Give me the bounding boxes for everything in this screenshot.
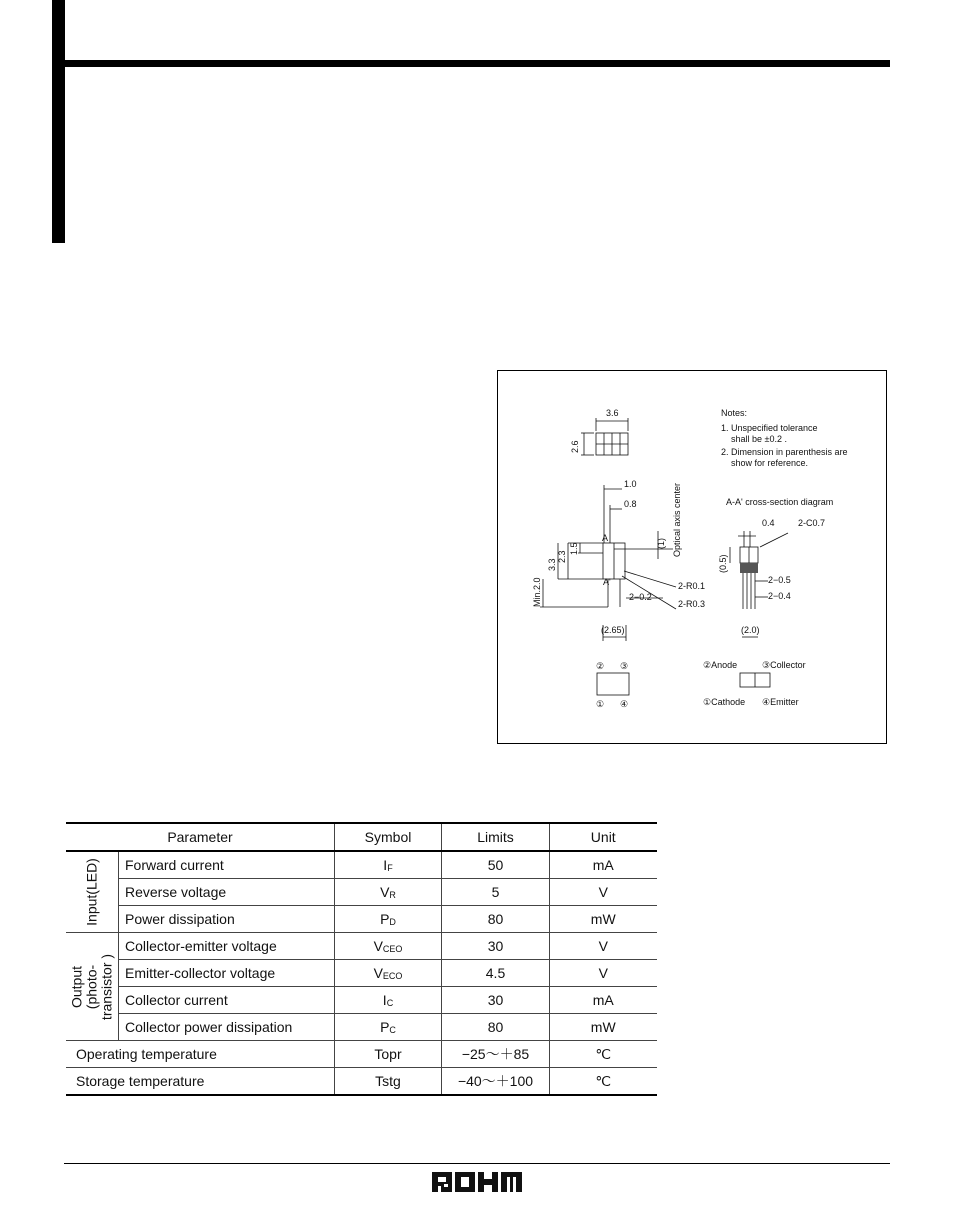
group-input-label: Input(LED) bbox=[83, 858, 100, 926]
table-row bbox=[66, 933, 657, 960]
dim-c0-7: 2-C0.7 bbox=[798, 518, 826, 528]
ratings-table bbox=[66, 822, 657, 1096]
symbol-cell: $V_R$ bbox=[335, 879, 442, 906]
table-row bbox=[66, 960, 657, 987]
dim-3-3: 3.3 bbox=[547, 558, 557, 571]
unit-cell: mA bbox=[550, 851, 657, 879]
unit-cell: V bbox=[550, 960, 657, 987]
dim-2-0-paren: (2.0) bbox=[741, 625, 760, 635]
limit-cell: 80 bbox=[442, 1014, 550, 1041]
dim-r0-1: 2-R0.1 bbox=[678, 581, 706, 591]
pin-legend-cathode: ①Cathode bbox=[703, 697, 746, 707]
package-outline-drawing bbox=[498, 371, 888, 745]
dim-2-0-4: 2−0.4 bbox=[768, 591, 791, 601]
limit-cell: 30 bbox=[442, 933, 550, 960]
dim-2-6: 2.6 bbox=[570, 440, 580, 453]
header-unit: Unit bbox=[550, 823, 657, 851]
section-mark-a-prime: A' bbox=[603, 577, 611, 587]
param-cell: Power dissipation bbox=[119, 906, 335, 933]
header-symbol: Symbol bbox=[335, 823, 442, 851]
unit-cell: mW bbox=[550, 906, 657, 933]
table-row bbox=[66, 987, 657, 1014]
dim-2-65: (2.65) bbox=[601, 625, 625, 635]
param-cell: Storage temperature bbox=[66, 1068, 335, 1096]
table-row bbox=[66, 1068, 657, 1096]
note-1-line-2: shall be ±0.2 . bbox=[731, 434, 787, 444]
pin-legend-collector: ③Collector bbox=[762, 660, 806, 670]
optical-axis-label: Optical axis center bbox=[672, 482, 682, 557]
unit-cell: V bbox=[550, 879, 657, 906]
limit-cell: 80 bbox=[442, 906, 550, 933]
dim-2-0-5: 2−0.5 bbox=[768, 575, 791, 585]
symbol-cell: $I_C$ bbox=[335, 987, 442, 1014]
unit-cell: V bbox=[550, 933, 657, 960]
limit-cell: 50 bbox=[442, 851, 550, 879]
param-cell: Reverse voltage bbox=[119, 879, 335, 906]
dim-2-3: 2.3 bbox=[557, 550, 567, 563]
limit-cell: −25～＋85 bbox=[442, 1041, 550, 1068]
pin-2-top: ② bbox=[596, 661, 605, 671]
dim-3-6: 3.6 bbox=[606, 408, 619, 418]
pin-4-bottom: ④ bbox=[620, 699, 629, 709]
dim-0-5-paren: (0.5) bbox=[718, 554, 728, 573]
dim-1-0: 1.0 bbox=[624, 479, 637, 489]
symbol-cell: $V_{CEO}$ bbox=[335, 933, 442, 960]
symbol-cell: Tstg bbox=[335, 1068, 442, 1096]
unit-cell: ℃ bbox=[550, 1068, 657, 1096]
param-cell: Forward current bbox=[119, 851, 335, 879]
table-row bbox=[66, 906, 657, 933]
dim-1-paren: (1) bbox=[656, 538, 666, 549]
symbol-cell: $V_{ECO}$ bbox=[335, 960, 442, 987]
hatched-section bbox=[740, 563, 758, 573]
top-black-rule bbox=[52, 60, 890, 67]
pin-legend-emitter: ④Emitter bbox=[762, 697, 799, 707]
table-row bbox=[66, 1014, 657, 1041]
unit-cell: mA bbox=[550, 987, 657, 1014]
notes-title: Notes: bbox=[721, 408, 748, 418]
pin-3-top: ③ bbox=[620, 661, 629, 671]
group-input-cell bbox=[66, 851, 119, 933]
limit-cell: 5 bbox=[442, 879, 550, 906]
header-limits: Limits bbox=[442, 823, 550, 851]
group-output-label: Output (photo- transistor ) bbox=[68, 953, 115, 1020]
table-row bbox=[66, 851, 657, 879]
table-row bbox=[66, 879, 657, 906]
symbol-cell: Topr bbox=[335, 1041, 442, 1068]
pin-legend-anode: ②Anode bbox=[703, 660, 738, 670]
unit-cell: ℃ bbox=[550, 1041, 657, 1068]
dim-min-2-0: Min.2.0 bbox=[532, 577, 542, 607]
param-cell: Emitter-collector voltage bbox=[119, 960, 335, 987]
footer-rule bbox=[64, 1163, 890, 1164]
symbol-cell: $I_F$ bbox=[335, 851, 442, 879]
rohm-logo bbox=[432, 1172, 522, 1192]
table-header-row bbox=[66, 823, 657, 851]
dim-0-4: 0.4 bbox=[762, 518, 775, 528]
param-cell: Collector-emitter voltage bbox=[119, 933, 335, 960]
section-title: A-A' cross-section diagram bbox=[726, 497, 834, 507]
pin-1-bottom: ① bbox=[596, 699, 605, 709]
symbol-cell: $P_C$ bbox=[335, 1014, 442, 1041]
group-output-cell bbox=[66, 933, 119, 1041]
note-1-line-1: 1. Unspecified tolerance bbox=[721, 423, 818, 433]
table-row bbox=[66, 1041, 657, 1068]
param-cell: Collector current bbox=[119, 987, 335, 1014]
param-cell: Collector power dissipation bbox=[119, 1014, 335, 1041]
symbol-cell: $P_D$ bbox=[335, 906, 442, 933]
param-cell: Operating temperature bbox=[66, 1041, 335, 1068]
dimension-drawing bbox=[497, 370, 887, 744]
limit-cell: 30 bbox=[442, 987, 550, 1014]
dim-r0-3: 2-R0.3 bbox=[678, 599, 706, 609]
limit-cell: 4.5 bbox=[442, 960, 550, 987]
section-mark-a: A bbox=[602, 533, 609, 543]
unit-cell: mW bbox=[550, 1014, 657, 1041]
limit-cell: −40～＋100 bbox=[442, 1068, 550, 1096]
dim-0-2: 2−0.2 bbox=[629, 592, 652, 602]
header-parameter: Parameter bbox=[66, 823, 335, 851]
left-black-bar bbox=[52, 0, 65, 243]
note-2-line-1: 2. Dimension in parenthesis are bbox=[721, 447, 848, 457]
note-2-line-2: show for reference. bbox=[731, 458, 809, 468]
dim-1-5: 1.5 bbox=[569, 542, 579, 555]
dim-0-8: 0.8 bbox=[624, 499, 637, 509]
